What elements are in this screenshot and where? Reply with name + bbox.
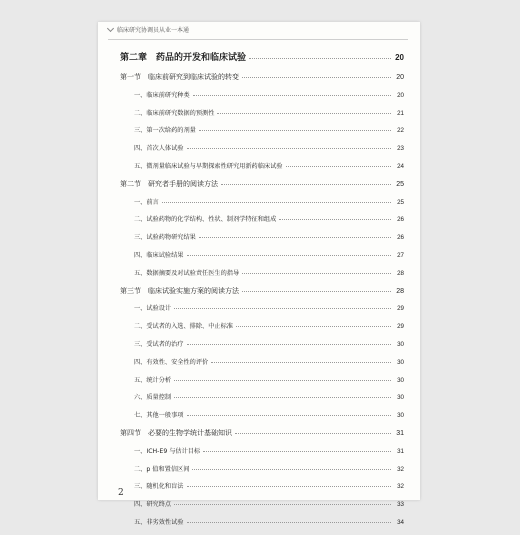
- dot-leader: [174, 504, 391, 505]
- toc-entry-page: 30: [397, 358, 404, 366]
- toc-entry-label: 二、临床前研究数据的预测性: [134, 109, 215, 117]
- toc-item-row: [120, 143, 404, 161]
- toc-section-row: [120, 428, 404, 446]
- toc-entry-label: 五、非劣效性试验: [134, 518, 184, 526]
- toc-entry-page: 28: [396, 287, 404, 295]
- toc-entry-label: 三、试验药物研究结果: [134, 234, 196, 242]
- toc-item-row: [120, 499, 404, 517]
- toc-item-row: [120, 268, 404, 286]
- toc-entry-page: 25: [396, 180, 404, 188]
- toc-entry-label: 第二章 药品的开发和临床试验: [120, 53, 247, 63]
- toc-entry-label: 一、临床前研究种类: [134, 91, 190, 99]
- toc-entry-page: 25: [397, 198, 404, 206]
- dot-leader: [187, 522, 392, 523]
- toc-entry-page: 30: [397, 376, 404, 384]
- dot-leader: [286, 166, 392, 167]
- toc-chapter-row: [120, 50, 404, 72]
- toc-item-row: [120, 197, 404, 215]
- toc-entry-label: 第二节 研究者手册的阅读方法: [120, 179, 218, 188]
- toc-item-row: [120, 90, 404, 108]
- toc-item-row: [120, 357, 404, 375]
- dot-leader: [187, 255, 392, 256]
- toc-entry-label: 第三节 临床试验实施方案的阅读方法: [120, 286, 239, 295]
- toc-item-row: [120, 375, 404, 393]
- toc-section-row: [120, 286, 404, 304]
- toc-entry-page: 20: [396, 74, 404, 81]
- toc-entry-page: 31: [397, 447, 404, 455]
- dot-leader: [199, 130, 391, 131]
- toc-entry-page: 29: [397, 323, 404, 331]
- toc-entry-page: 28: [397, 269, 404, 277]
- toc-entry-page: 32: [397, 483, 404, 491]
- toc-entry-page: 29: [397, 305, 404, 313]
- toc-entry-label: 七、其他一般事项: [134, 412, 184, 420]
- toc-item-row: [120, 446, 404, 464]
- toc-entry-page: 21: [397, 109, 404, 117]
- toc-entry-label: 二、试验药物的化学结构、性状、制剂学特征和组成: [134, 216, 277, 224]
- toc-entry-label: 三、受试者的治疗: [134, 340, 184, 348]
- dot-leader: [187, 486, 392, 487]
- toc-section-row: [120, 72, 404, 90]
- toc-entry-label: 四、首次人体试验: [134, 145, 184, 153]
- toc-entry-label: 第一节 临床前研究到临床试验的转变: [120, 73, 239, 81]
- dot-leader: [174, 308, 391, 309]
- dot-leader: [211, 362, 391, 363]
- toc-entry-label: 第四节 必要的生物学统计基础知识: [120, 428, 232, 437]
- toc-item-row: [120, 214, 404, 232]
- toc-entry-page: 31: [396, 429, 404, 437]
- toc-entry-label: 四、临床试验结果: [134, 251, 184, 259]
- toc-item-row: [120, 392, 404, 410]
- book-page: [98, 22, 420, 526]
- toc-item-row: [120, 339, 404, 357]
- toc-item-row: [120, 303, 404, 321]
- toc-item-row: [120, 125, 404, 143]
- toc-entry-label: 五、统计分析: [134, 376, 172, 384]
- toc-entry-page: 26: [397, 234, 404, 242]
- toc-entry-label: 三、第一次给药的剂量: [134, 127, 196, 135]
- dot-leader: [187, 148, 392, 149]
- dot-leader: [187, 344, 392, 345]
- toc-entry-page: 33: [397, 501, 404, 509]
- toc-item-row: [120, 161, 404, 179]
- toc-entry-page: 32: [397, 465, 404, 473]
- toc-entry-page: 23: [397, 145, 404, 153]
- running-title: 临床研究协调员从业一本通: [117, 27, 190, 34]
- dot-leader: [217, 113, 391, 114]
- dot-leader: [174, 397, 391, 398]
- toc-entry-label: 三、随机化和盲法: [134, 483, 184, 491]
- toc-entry-label: 四、研究终点: [134, 501, 172, 509]
- dot-leader: [235, 433, 391, 434]
- toc-entry-page: 30: [397, 340, 404, 348]
- toc-item-row: [120, 464, 404, 482]
- dot-leader: [199, 237, 391, 238]
- toc-entry-label: 二、p 值和置信区间: [134, 465, 190, 473]
- toc-entry-label: 四、有效性、安全性的评价: [134, 358, 209, 366]
- dot-leader: [192, 469, 391, 470]
- dot-leader: [279, 219, 391, 220]
- toc-entry-page: 30: [397, 394, 404, 402]
- toc-entry-page: 26: [397, 216, 404, 224]
- toc-entry-label: 一、前言: [134, 198, 159, 206]
- toc-entry-page: 20: [395, 53, 404, 62]
- dot-leader: [193, 95, 391, 96]
- toc-entry-page: 22: [397, 127, 404, 135]
- chevron-icon: [107, 25, 114, 32]
- toc-entry-label: 六、质量控制: [134, 394, 172, 402]
- toc-entry-page: 30: [397, 412, 404, 420]
- dot-leader: [236, 326, 391, 327]
- dot-leader: [221, 184, 391, 185]
- toc-item-row: [120, 232, 404, 250]
- dot-leader: [242, 273, 391, 274]
- toc-entry-page: 24: [397, 162, 404, 170]
- dot-leader: [174, 380, 391, 381]
- toc-entry-label: 一、试验设计: [134, 305, 172, 313]
- toc-entry-label: 二、受试者的入选、排除、中止标准: [134, 323, 233, 331]
- toc-entry-page: 20: [397, 91, 404, 99]
- toc-entry-label: 五、数据摘要及对试验责任医生的指导: [134, 269, 240, 277]
- toc-item-row: [120, 250, 404, 268]
- toc-entry-page: 27: [397, 251, 404, 259]
- dot-leader: [203, 451, 391, 452]
- toc-item-row: [120, 321, 404, 339]
- toc-section-row: [120, 179, 404, 197]
- toc-entry-label: 五、微剂量临床试验与早期探索性研究用新药临床试验: [134, 162, 283, 170]
- toc-item-row: [120, 410, 404, 428]
- page-number: 2: [118, 488, 124, 498]
- dot-leader: [242, 77, 391, 78]
- dot-leader: [242, 291, 391, 292]
- toc-entry-label: 一、ICH-E9 与估计目标: [134, 447, 201, 455]
- toc-entry-page: 34: [397, 518, 404, 526]
- toc-item-row: [120, 108, 404, 126]
- dot-leader: [187, 415, 392, 416]
- dot-leader: [249, 58, 391, 59]
- running-header: [108, 25, 408, 40]
- table-of-contents: [120, 50, 404, 535]
- toc-item-row: [120, 481, 404, 499]
- dot-leader: [162, 202, 391, 203]
